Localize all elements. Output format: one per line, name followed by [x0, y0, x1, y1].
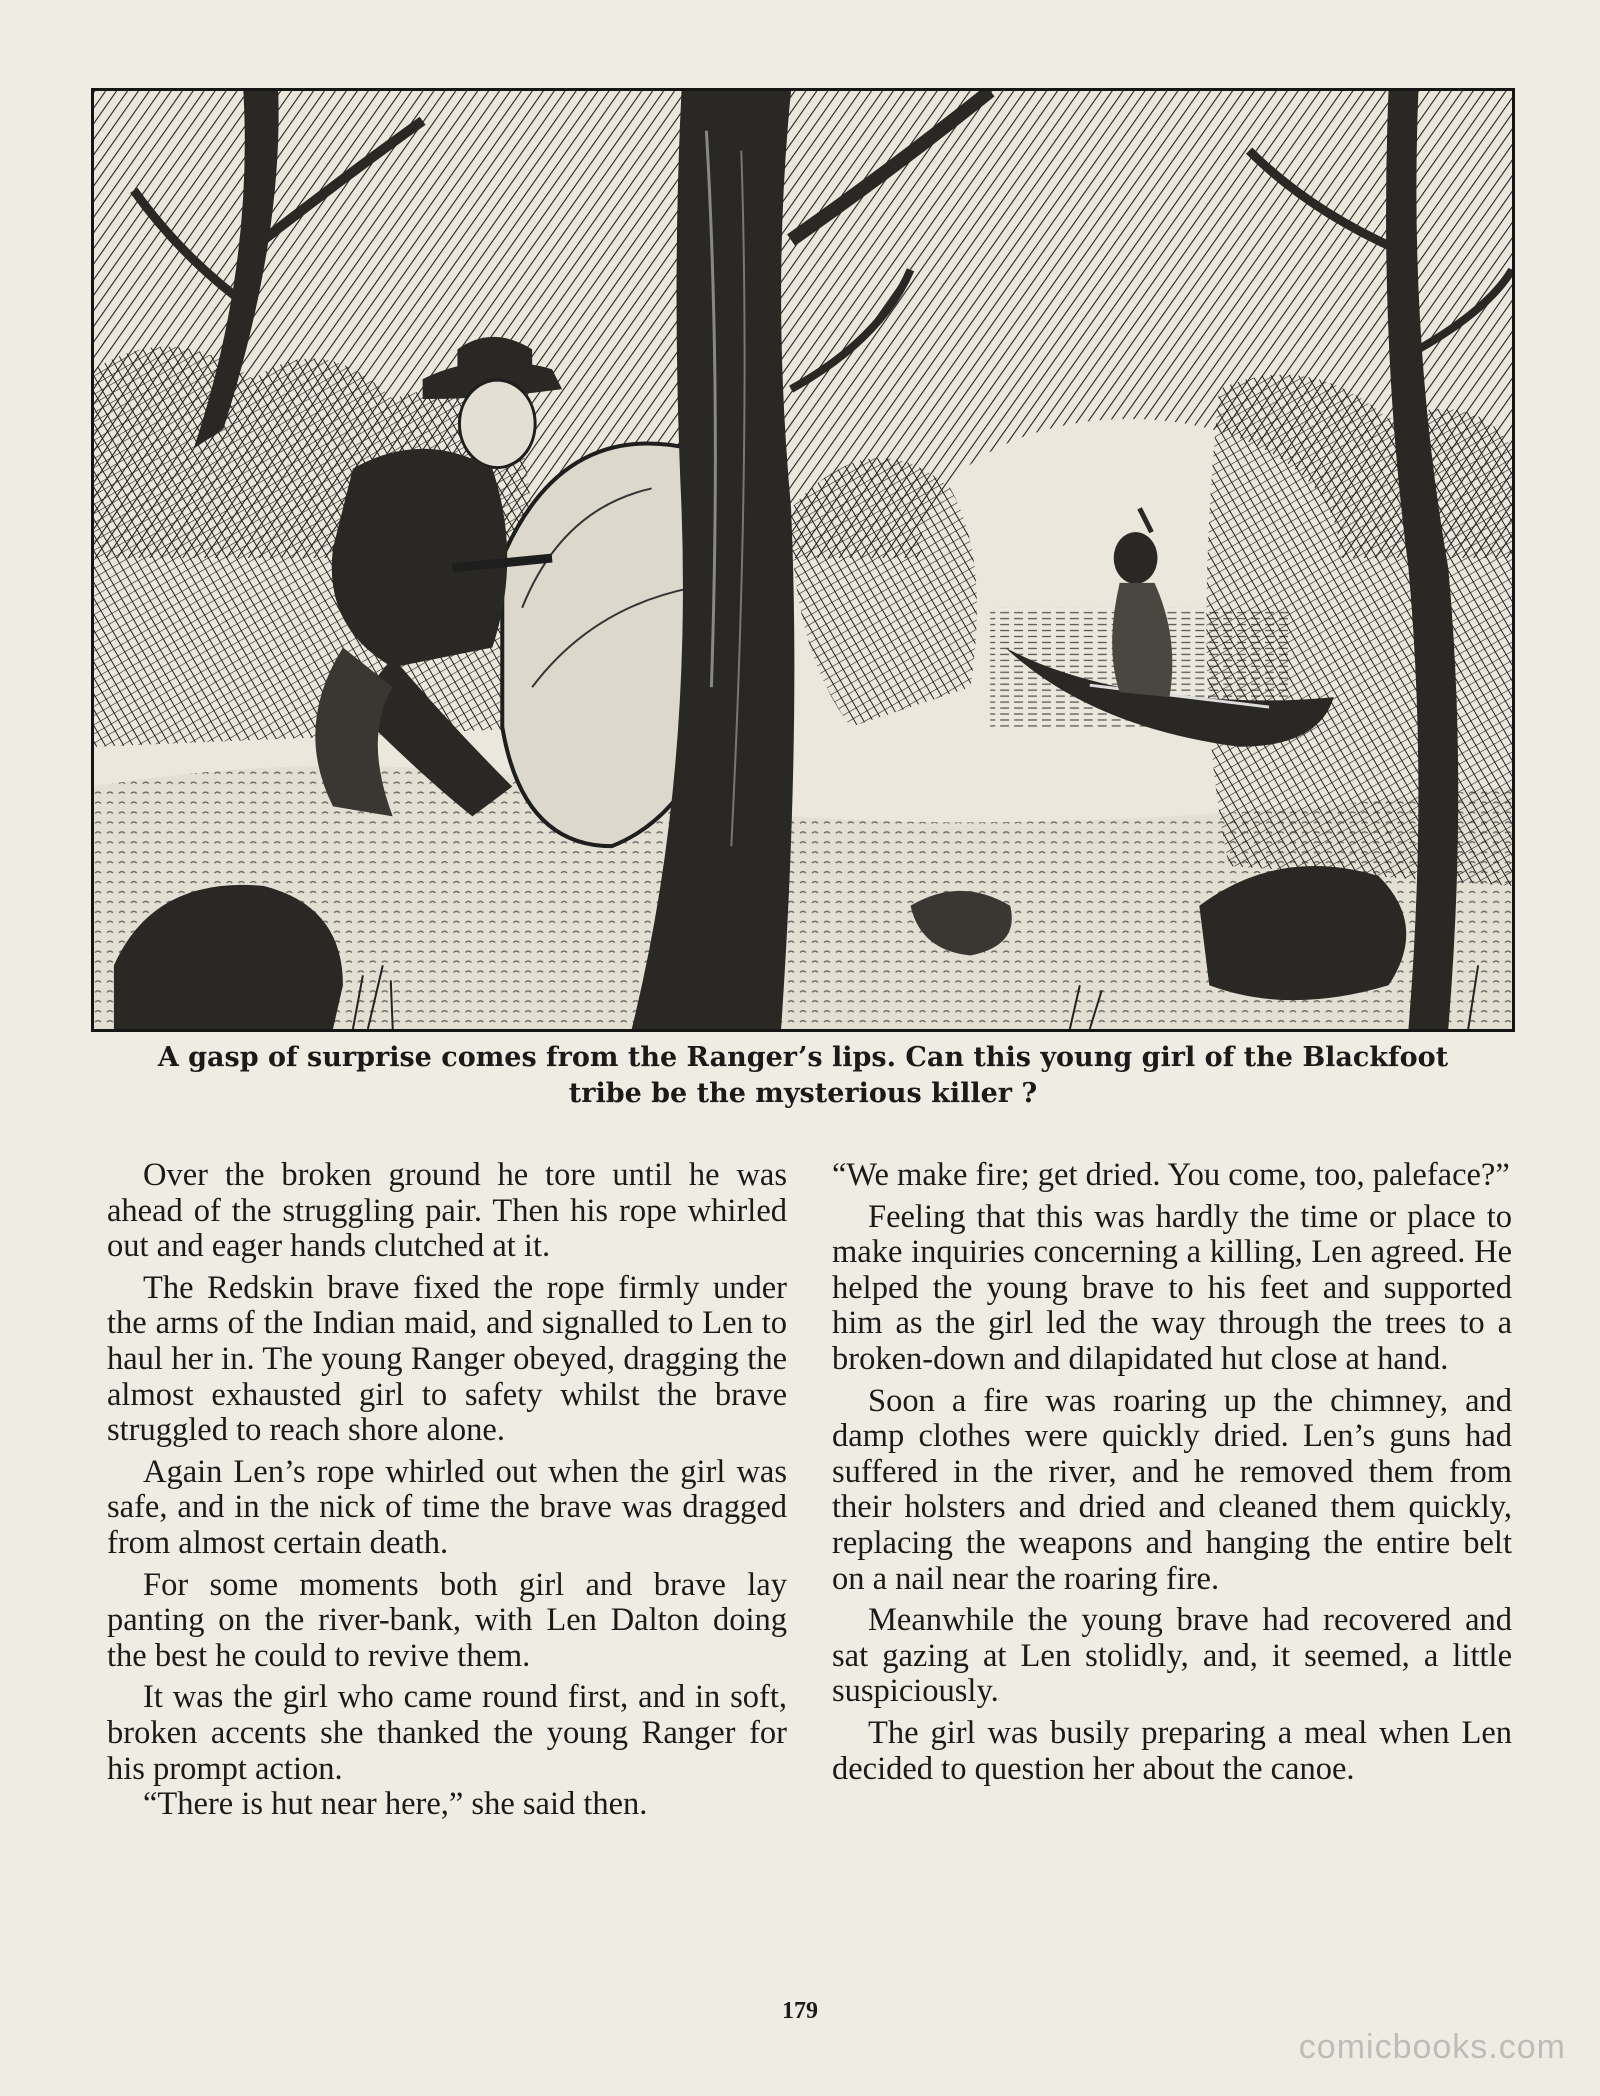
paragraph: Soon a fire was roaring up the chimney, and damp clothes were quickly dried. Len’s guns had suffered in the river, and he removed them from their holsters and dried and cleaned them quickly, replacing the weapons and hanging the entire belt on a nail near the roaring fire. [832, 1382, 1512, 1597]
watermark: comicbooks.com [1298, 2028, 1566, 2066]
paragraph: It was the girl who came round first, and in soft, broken accents she thanked the young Ranger for his prompt action. [107, 1679, 787, 1787]
paragraph: “There is hut near here,” she said then. [143, 1786, 648, 1823]
page-number: 179 [782, 1998, 818, 2024]
paragraph: Feeling that this was hardly the time or place to make inquiries concerning a killing, Len agreed. He helped the young brave to his feet and supported him as the girl led the way through the trees to a broken-down and dilapidated hut close at hand. [832, 1198, 1512, 1377]
caption-line-1: A gasp of surprise comes from the Ranger’s lips. Can this young girl of the Blackfoot [157, 1042, 1449, 1073]
paragraph: The girl was busily preparing a meal when Len decided to question her about the canoe. [832, 1714, 1512, 1787]
paragraph: “We make fire; get dried. You come, too, paleface?” [832, 1157, 1510, 1193]
left-text-column [107, 1158, 787, 1829]
right-text-column [832, 1158, 1512, 1793]
story-illustration [91, 88, 1515, 1032]
paragraph: The Redskin brave fixed the rope firmly under the arms of the Indian maid, and signalled to Len to haul her in. The young Ranger obeyed, dragging the almost exhausted girl to safety whilst the brave struggled to reach shore alone. [107, 1269, 787, 1449]
ranger-and-canoe-scene [94, 91, 1512, 1029]
paragraph: Again Len’s rope whirled out when the girl was safe, and in the nick of time the brave was dragged from almost certain death. [107, 1453, 787, 1561]
illustration-caption [91, 1040, 1515, 1112]
caption-line-2: tribe be the mysterious killer ? [568, 1078, 1038, 1109]
paragraph: Meanwhile the young brave had recovered and sat gazing at Len stolidly, and, it seemed, a little suspiciously. [832, 1602, 1512, 1710]
paragraph: For some moments both girl and brave lay panting on the river-bank, with Len Dalton doing the best he could to revive them. [107, 1566, 787, 1674]
paragraph: Over the broken ground he tore until he was ahead of the struggling pair. Then his rope whirled out and eager hands clutched at it. [107, 1157, 787, 1265]
